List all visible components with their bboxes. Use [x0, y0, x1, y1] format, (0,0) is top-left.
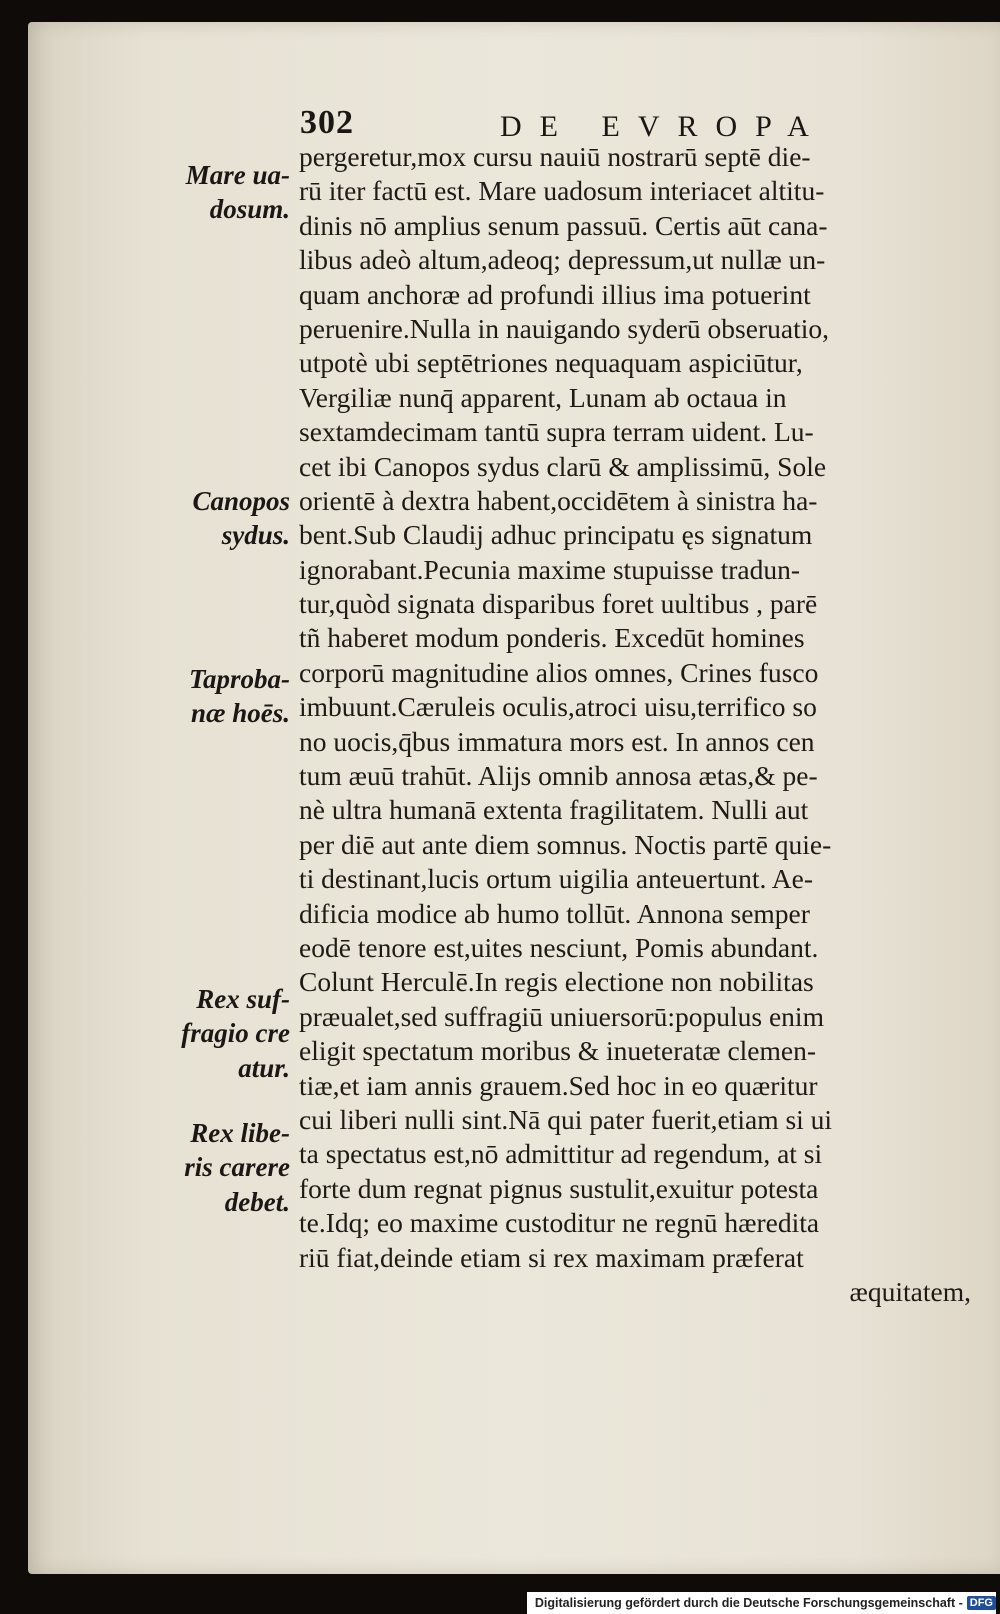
- text-line: orientē à dextra habent,occidētem à sinistra ha-: [299, 484, 818, 516]
- text-line: tiæ,et iam annis grauem.Sed hoc in eo quæritur: [299, 1069, 818, 1101]
- text-line: utpotè ubi septētriones nequaquam aspiciūtur,: [299, 347, 803, 379]
- running-title: DE EVROPA: [500, 110, 827, 143]
- body-text: [299, 140, 979, 1309]
- text-line: Vergiliæ nunq̄ apparent, Lunam ab octaua in: [299, 381, 787, 413]
- margin-note-line: ris carere: [184, 1152, 290, 1183]
- text-line: tñ haberet modum ponderis. Excedūt homines: [299, 622, 805, 654]
- margin-note-line: Taproba-: [188, 664, 290, 694]
- dfg-logo-icon: DFG: [967, 1596, 996, 1610]
- margin-note-line: Mare ua-: [185, 160, 290, 190]
- margin-note-line: Rex libe-: [190, 1118, 290, 1148]
- text-line: nè ultra humanā extenta fragilitatem. Nulli aut: [299, 794, 809, 826]
- margin-note-taprobanae-homines: [140, 662, 290, 731]
- text-line: sextamdecimam tantū supra terram uident. Lu-: [299, 416, 814, 448]
- margin-note-mare-uadosum: [140, 158, 290, 227]
- text-line: rū iter factū est. Mare uadosum interiacet altitu-: [299, 175, 825, 207]
- text-line: dificia modice ab humo tollūt. Annona semper: [299, 897, 810, 929]
- text-line: præualet,sed suffragiū uniuersorū:populus enim: [299, 1000, 824, 1032]
- margin-note-rex-suffragio: [140, 982, 290, 1085]
- text-line: libus adeò altum,adeoq; depressum,ut nullæ un-: [299, 244, 826, 276]
- text-line: peruenire.Nulla in nauigando syderū obseruatio,: [299, 312, 829, 344]
- page-number: 302: [300, 104, 354, 141]
- margin-note-line: debet.: [224, 1186, 290, 1217]
- text-line: ti destinant,lucis ortum uigilia anteuertunt. Ae-: [299, 863, 813, 895]
- digitization-footer: [527, 1592, 996, 1614]
- text-line: pergeretur,mox cursu nauiū nostrarū septē die-: [299, 141, 811, 172]
- text-line: tur,quòd signata disparibus foret uultibus , parē: [299, 588, 818, 620]
- text-line: te.Idq; eo maxime custoditur ne regnū hæredita: [299, 1207, 820, 1239]
- text-line: tum æuū trahūt. Alijs omnib annosa ætas,& pe-: [299, 760, 818, 792]
- margin-note-line: fragio cre: [181, 1018, 290, 1049]
- text-line: no uocis,q̄bus immatura mors est. In annos cen: [299, 725, 815, 757]
- margin-note-canopos-sydus: [140, 484, 290, 553]
- running-head: [0, 104, 1000, 144]
- text-line: corporū magnitudine alios omnes, Crines fusco: [299, 656, 819, 688]
- text-line: eodē tenore est,uites nesciunt, Pomis abundant.: [299, 931, 819, 963]
- text-line: forte dum regnat pignus sustulit,exuitur potesta: [299, 1172, 819, 1204]
- margin-note-line: Canopos: [192, 486, 290, 516]
- text-line: cui liberi nulli sint.Nā qui pater fuerit,etiam si ui: [299, 1103, 833, 1135]
- text-line: dinis nō amplius senum passuū. Certis aūt cana-: [299, 209, 828, 241]
- text-line: per diē aut ante diem somnus. Noctis partē quie-: [299, 828, 832, 860]
- margin-note-line: Rex suf-: [196, 984, 290, 1014]
- text-line: riū fiat,deinde etiam si rex maximam præferat: [299, 1241, 804, 1273]
- margin-note-line: dosum.: [209, 194, 290, 225]
- text-line: cet ibi Canopos sydus clarū & amplissimū, Sole: [299, 450, 827, 482]
- margin-note-rex-liberis: [140, 1116, 290, 1219]
- footer-credit: Digitalisierung gefördert durch die Deutsche Forschungsgemeinschaft -: [534, 1596, 963, 1610]
- text-line: imbuunt.Cæruleis oculis,atroci uisu,terrifico so: [299, 691, 817, 723]
- margin-note-line: sydus.: [221, 520, 290, 551]
- margin-note-line: atur.: [238, 1052, 290, 1083]
- text-line: ignorabant.Pecunia maxime stupuisse tradun-: [299, 553, 800, 585]
- margin-note-line: næ hoēs.: [190, 698, 290, 729]
- text-line: Colunt Herculē.In regis electione non nobilitas: [299, 966, 814, 998]
- text-line: bent.Sub Claudij adhuc principatu ęs signatum: [299, 519, 813, 551]
- text-line: ta spectatus est,nō admittitur ad regendum, at si: [299, 1138, 823, 1170]
- text-line: eligit spectatum moribus & inueteratæ clemen-: [299, 1035, 817, 1067]
- catchword: æquitatem,: [849, 1275, 971, 1307]
- text-line: quam anchoræ ad profundi illius ima potuerint: [299, 278, 811, 310]
